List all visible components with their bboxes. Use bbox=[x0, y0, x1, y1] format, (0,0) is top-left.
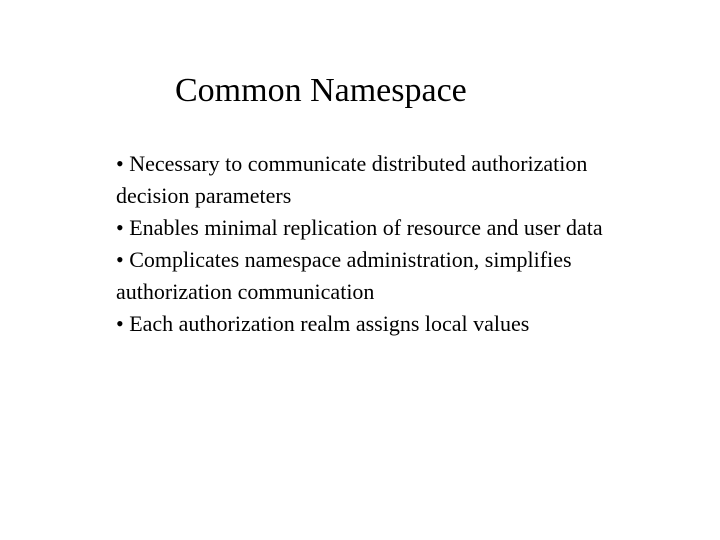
slide-title: Common Namespace bbox=[175, 72, 467, 109]
bullet-item: • Necessary to communicate distributed authorization decision parameters bbox=[116, 151, 588, 208]
bullet-item: • Each authorization realm assigns local values bbox=[116, 311, 530, 336]
bullet-list bbox=[116, 148, 656, 340]
bullet-item: • Complicates namespace administration, simplifies authorization communication bbox=[116, 247, 572, 304]
bullet-item: • Enables minimal replication of resource and user data bbox=[116, 215, 603, 240]
